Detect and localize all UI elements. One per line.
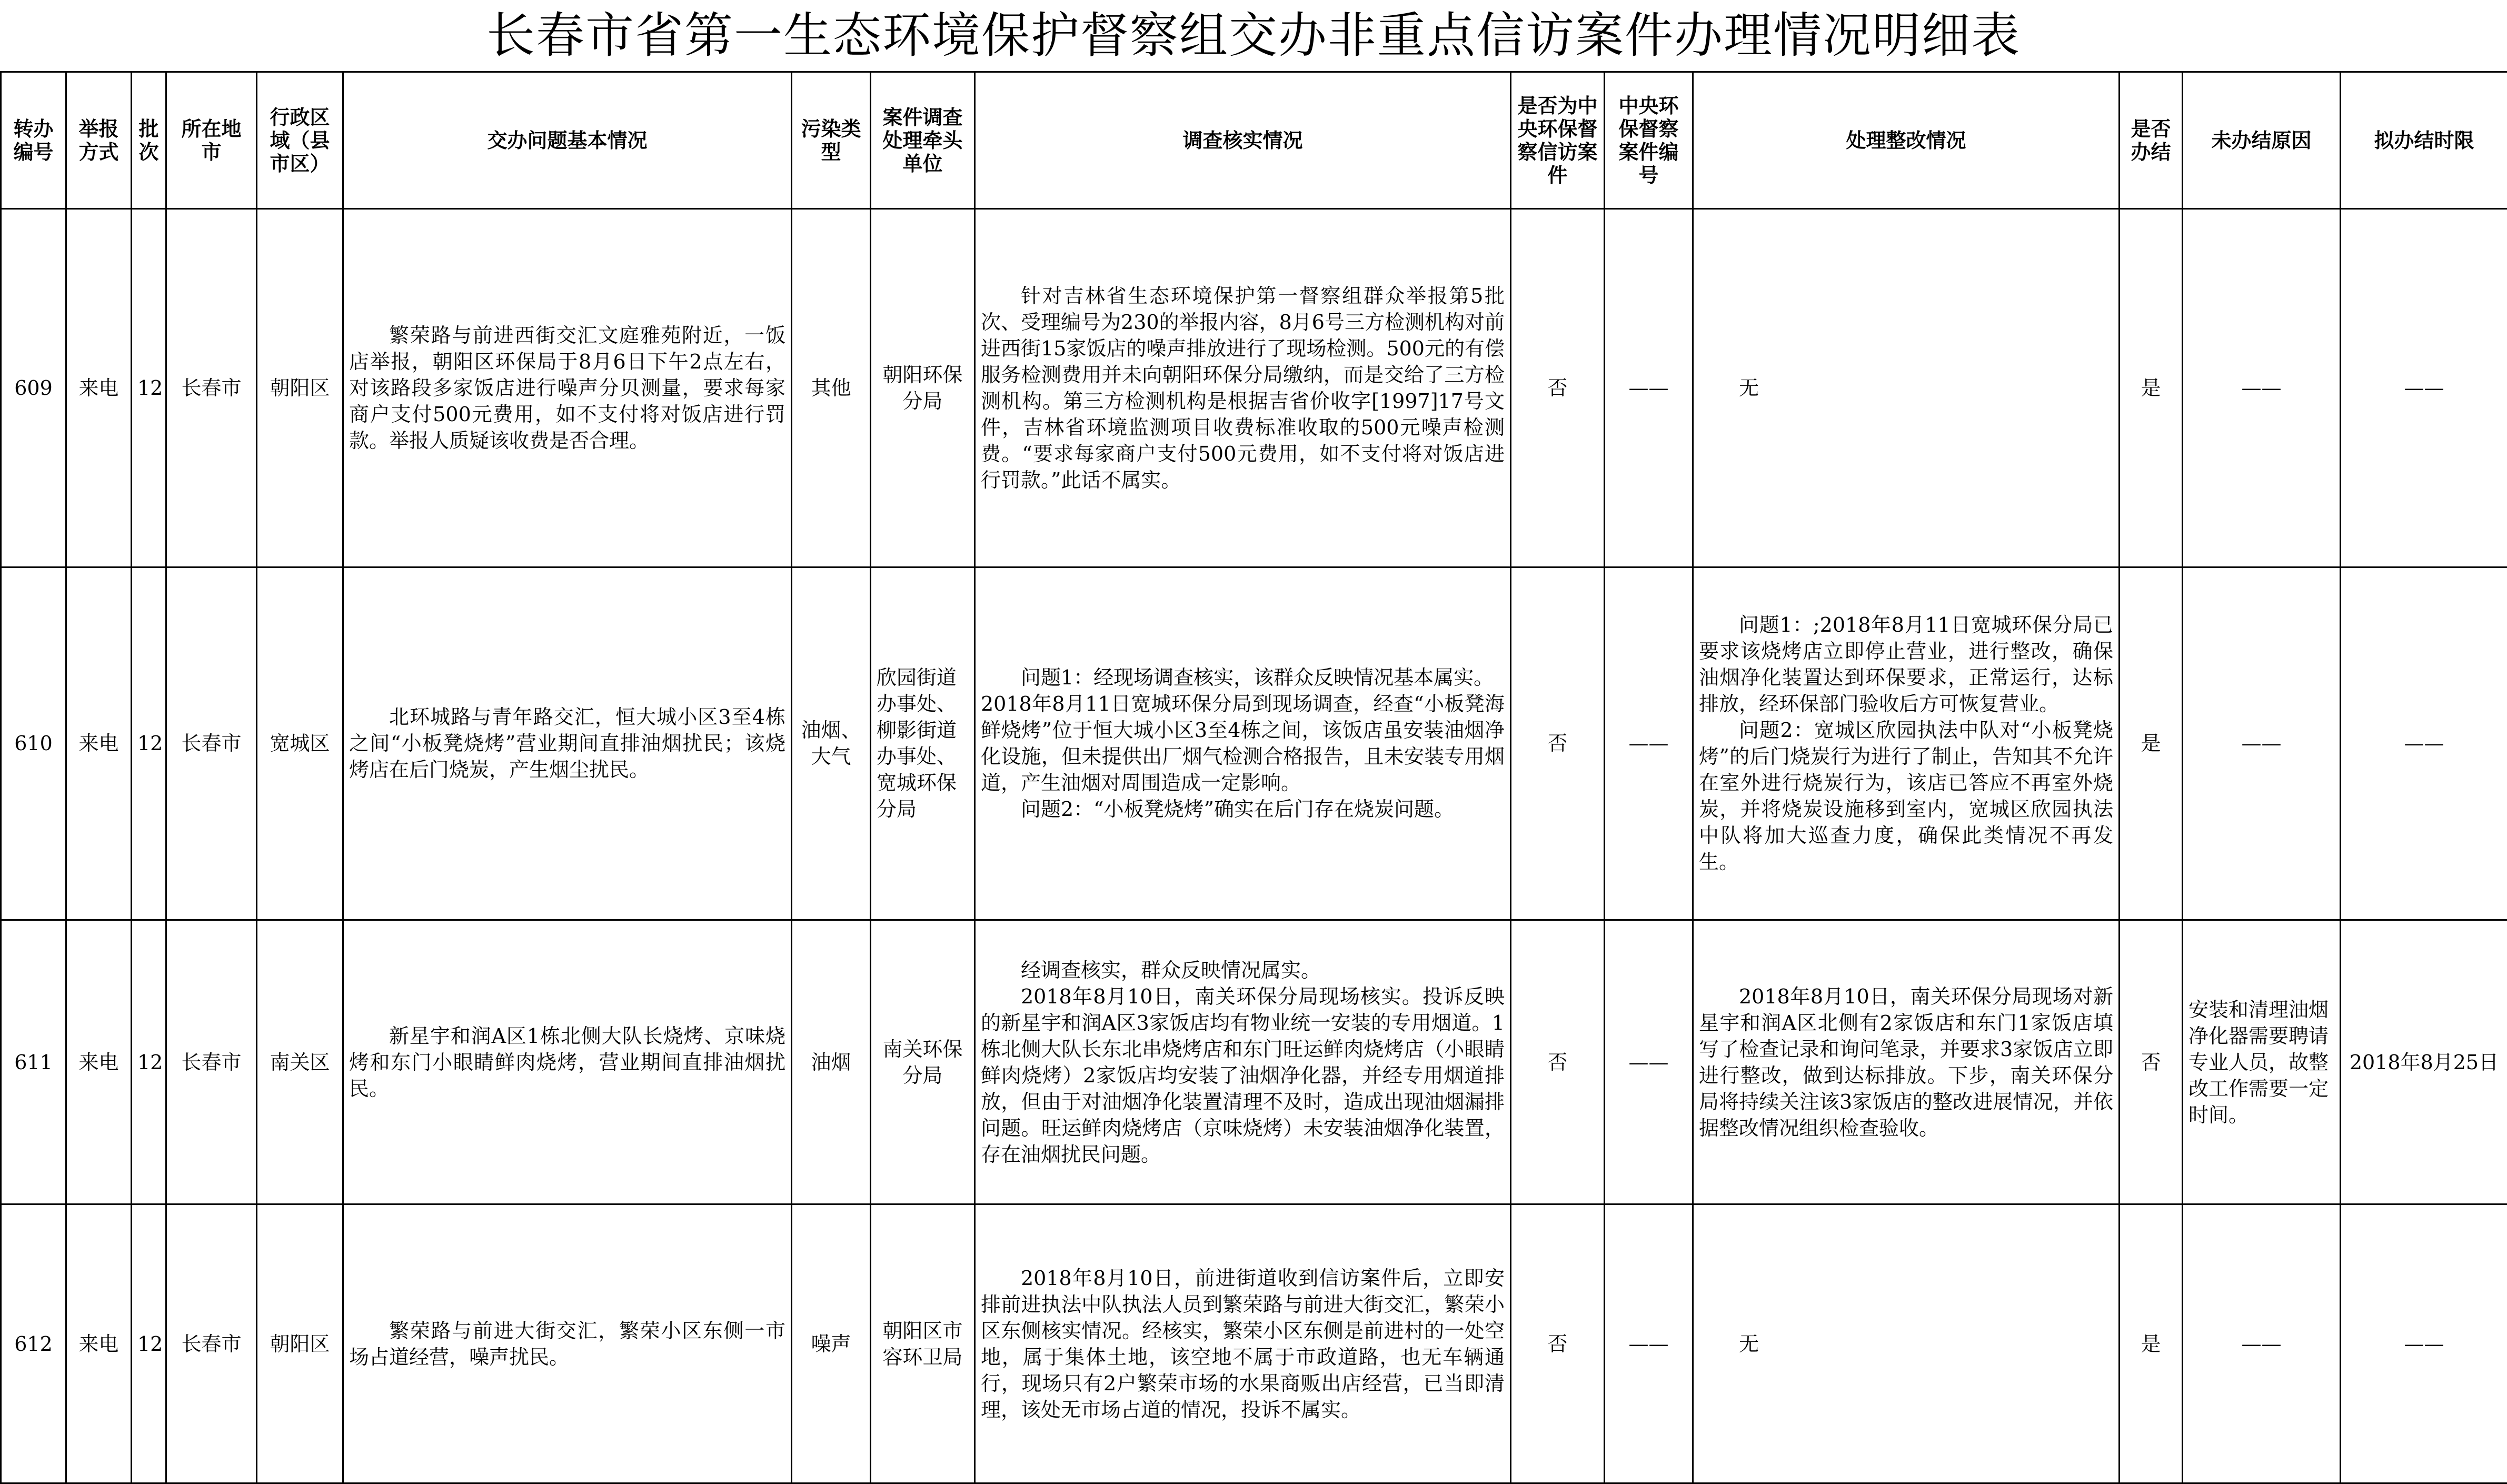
- cell-investigation: [975, 920, 1511, 1204]
- cell-problem: [343, 920, 792, 1204]
- investigation-paragraph: 经调查核实，群众反映情况属实。: [1021, 958, 1321, 982]
- cell-district: 南关区: [257, 920, 343, 1204]
- table-row: [1, 209, 2507, 567]
- investigation-paragraph: 问题2：“小板凳烧烤”确实在后门存在烧炭问题。: [1021, 798, 1455, 821]
- cell-unit: 朝阳区市容环卫局: [871, 1204, 975, 1483]
- cell-reason: ——: [2183, 567, 2341, 920]
- table-row: [1, 920, 2507, 1204]
- investigation-paragraph: 2018年8月10日，前进街道收到信访案件后，立即安排前进执法中队执法人员到繁荣路与前进大街交汇，繁荣小区东侧核实情况。经核实，繁荣小区东侧是前进村的一处空地，属于集体土地，该空地不属于市政道路，也无车辆通行，现场只有2户繁荣市场的水果商贩出店经营，已当即清理，该处无市场占道的情况，投诉不属实。: [981, 1266, 1505, 1421]
- table-row: [1, 1204, 2507, 1483]
- investigation-paragraph: 2018年8月10日，南关环保分局现场核实。投诉反映的新星宇和润A区3家饭店均有物业统一安装的专用烟道。1栋北侧大队长东北串烧烤店和东门旺运鲜肉烧烤店（小眼睛鲜肉烧烤）2家饭店均安装了油烟净化器，并经专用烟道排放，但由于对油烟净化装置清理不及时，造成出现油烟漏排问题。旺运鲜肉烧烤店（京味烧烤）未安装油烟净化装置，存在油烟扰民问题。: [981, 984, 1505, 1166]
- header-id: 转办编号: [1, 72, 66, 209]
- cell-reason: 安装和清理油烟净化器需要聘请专业人员，故整改工作需要一定时间。: [2183, 920, 2341, 1204]
- cell-problem: [343, 567, 792, 920]
- cell-central-no: ——: [1605, 209, 1693, 567]
- cell-done: 是: [2120, 1204, 2183, 1483]
- cell-id: 612: [1, 1204, 66, 1483]
- header-unit: 案件调查处理牵头单位: [871, 72, 975, 209]
- cell-method: 来电: [66, 567, 132, 920]
- cell-district: 朝阳区: [257, 209, 343, 567]
- header-district: 行政区域（县市区）: [257, 72, 343, 209]
- cell-rectification: [1693, 567, 2120, 920]
- investigation-paragraph: 2018年8月11日宽城环保分局到现场调查，经查“小板凳海鲜烧烤”位于恒大城小区3至4栋之间，该饭店虽安装油烟净化设施，但未提供出厂烟气检测合格报告，且未安装专用烟道，产生油烟对周围造成一定影响。: [981, 692, 1505, 795]
- cell-deadline: ——: [2341, 209, 2507, 567]
- cell-pollution: 噪声: [792, 1204, 871, 1483]
- investigation-paragraph: 针对吉林省生态环境保护第一督察组群众举报第5批次、受理编号为230的举报内容，8月6号三方检测机构对前进西街15家饭店的噪声排放进行了现场检测。500元的有偿服务检测费用并未向朝阳环保分局缴纳，而是交给了三方检测机构。第三方检测机构是根据吉省价收字[1997]17号文件，吉林省环境监测项目收费标准收取的500元噪声检测费。“要求每家商户支付500元费用，如不支付将对饭店进行罚款。”此话不属实。: [981, 284, 1505, 492]
- cell-city: 长春市: [166, 567, 257, 920]
- header-method: 举报方式: [66, 72, 132, 209]
- cell-is-central: 否: [1511, 1204, 1605, 1483]
- table-header-row: [1, 72, 2507, 209]
- header-deadline: 拟办结时限: [2341, 72, 2507, 209]
- cell-problem: [343, 1204, 792, 1483]
- rectification-paragraph: 问题2：宽城区欣园执法中队对“小板凳烧烤”的后门烧炭行为进行了制止，告知其不允许在室外进行烧炭行为，该店已答应不再室外烧炭，并将烧炭设施移到室内，宽城区欣园执法中队将加大巡查力度，确保此类情况不再发生。: [1699, 719, 2113, 874]
- cell-reason: ——: [2183, 209, 2341, 567]
- cell-problem: [343, 209, 792, 567]
- cell-method: 来电: [66, 920, 132, 1204]
- cell-is-central: 否: [1511, 209, 1605, 567]
- cell-deadline: 2018年8月25日: [2341, 920, 2507, 1204]
- cell-batch: 12: [132, 567, 166, 920]
- cell-unit: 欣园街道办事处、柳影街道办事处、宽城环保分局: [871, 567, 975, 920]
- cell-pollution: 其他: [792, 209, 871, 567]
- cell-done: 是: [2120, 209, 2183, 567]
- header-batch: 批次: [132, 72, 166, 209]
- cell-district: 宽城区: [257, 567, 343, 920]
- cell-pollution: 油烟、大气: [792, 567, 871, 920]
- cell-deadline: ——: [2341, 1204, 2507, 1483]
- investigation-paragraph: 问题1：经现场调查核实，该群众反映情况基本属实。: [1021, 666, 1494, 690]
- problem-text: 繁荣路与前进西街交汇文庭雅苑附近，一饭店举报，朝阳区环保局于8月6日下午2点左右，对该路段多家饭店进行噪声分贝测量，要求每家商户支付500元费用，如不支付将对饭店进行罚款。举报人质疑该收费是否合理。: [349, 323, 785, 452]
- cell-investigation: [975, 567, 1511, 920]
- header-city: 所在地市: [166, 72, 257, 209]
- cell-batch: 12: [132, 209, 166, 567]
- problem-text: 繁荣路与前进大街交汇，繁荣小区东侧一市场占道经营，噪声扰民。: [349, 1319, 785, 1369]
- cell-pollution: 油烟: [792, 920, 871, 1204]
- table-row: [1, 567, 2507, 920]
- rectification-paragraph: 问题1：;2018年8月11日宽城环保分局已要求该烧烤店立即停止营业，进行整改，确保油烟净化装置达到环保要求，正常运行，达标排放，经环保部门验收后方可恢复营业。: [1699, 613, 2113, 716]
- problem-text: 北环城路与青年路交汇，恒大城小区3至4栋之间“小板凳烧烤”营业期间直排油烟扰民；该烧烤店在后门烧炭，产生烟尘扰民。: [349, 705, 785, 782]
- cell-district: 朝阳区: [257, 1204, 343, 1483]
- cell-done: 否: [2120, 920, 2183, 1204]
- cell-central-no: ——: [1605, 1204, 1693, 1483]
- header-central-no: 中央环保督察案件编号: [1605, 72, 1693, 209]
- case-table: [0, 71, 2507, 1484]
- header-problem: 交办问题基本情况: [343, 72, 792, 209]
- header-rectification: 处理整改情况: [1693, 72, 2120, 209]
- document-title: 长春市省第一生态环境保护督察组交办非重点信访案件办理情况明细表: [486, 7, 2021, 64]
- cell-reason: ——: [2183, 1204, 2341, 1483]
- cell-method: 来电: [66, 1204, 132, 1483]
- cell-rectification: [1693, 209, 2120, 567]
- cell-id: 610: [1, 567, 66, 920]
- problem-text: 新星宇和润A区1栋北侧大队长烧烤、京味烧烤和东门小眼睛鲜肉烧烤，营业期间直排油烟扰民。: [349, 1024, 785, 1100]
- header-pollution: 污染类型: [792, 72, 871, 209]
- cell-investigation: [975, 209, 1511, 567]
- rectification-paragraph: 无: [1739, 376, 1759, 400]
- cell-is-central: 否: [1511, 567, 1605, 920]
- cell-rectification: [1693, 920, 2120, 1204]
- header-is-central: 是否为中央环保督察信访案件: [1511, 72, 1605, 209]
- header-investigation: 调查核实情况: [975, 72, 1511, 209]
- cell-central-no: ——: [1605, 567, 1693, 920]
- header-done: 是否办结: [2120, 72, 2183, 209]
- cell-id: 609: [1, 209, 66, 567]
- cell-unit: 朝阳环保分局: [871, 209, 975, 567]
- cell-city: 长春市: [166, 1204, 257, 1483]
- cell-city: 长春市: [166, 920, 257, 1204]
- cell-batch: 12: [132, 1204, 166, 1483]
- rectification-paragraph: 2018年8月10日，南关环保分局现场对新星宇和润A区北侧有2家饭店和东门1家饭店填写了检查记录和询问笔录，并要求3家饭店立即进行整改，做到达标排放。下步，南关环保分局将持续关注该3家饭店的整改进展情况，并依据整改情况组织检查验收。: [1699, 984, 2113, 1140]
- cell-central-no: ——: [1605, 920, 1693, 1204]
- cell-deadline: ——: [2341, 567, 2507, 920]
- cell-method: 来电: [66, 209, 132, 567]
- cell-is-central: 否: [1511, 920, 1605, 1204]
- cell-rectification: [1693, 1204, 2120, 1483]
- cell-done: 是: [2120, 567, 2183, 920]
- cell-id: 611: [1, 920, 66, 1204]
- header-reason: 未办结原因: [2183, 72, 2341, 209]
- cell-investigation: [975, 1204, 1511, 1483]
- cell-city: 长春市: [166, 209, 257, 567]
- rectification-paragraph: 无: [1739, 1332, 1759, 1356]
- cell-unit: 南关环保分局: [871, 920, 975, 1204]
- cell-batch: 12: [132, 920, 166, 1204]
